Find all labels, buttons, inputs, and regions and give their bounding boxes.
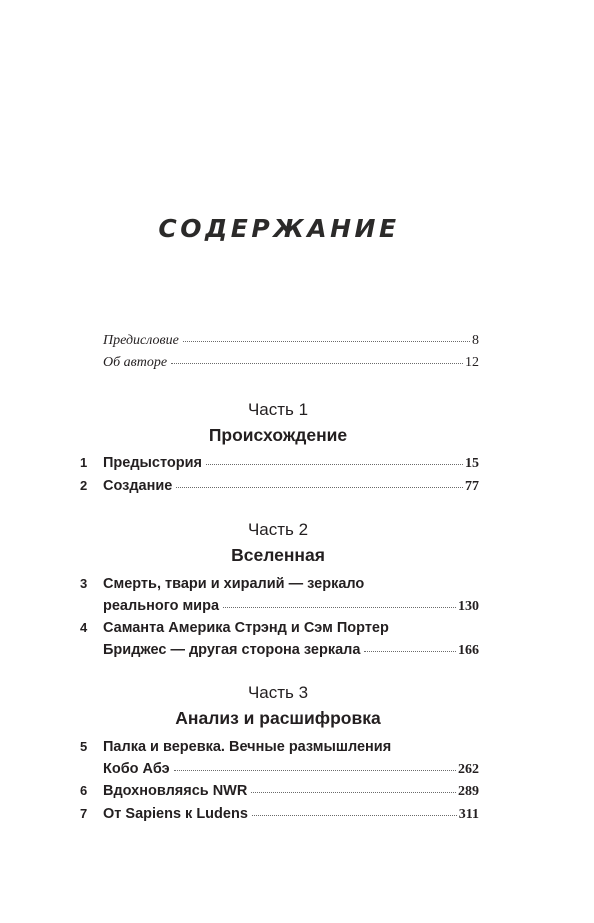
chapter-number: 7 (80, 805, 88, 821)
part-name: Анализ и расшифровка (175, 708, 381, 728)
toc-entry-preface[interactable] (103, 333, 479, 355)
part-name: Происхождение (208, 425, 348, 445)
chapter-title-line: реального мира (103, 597, 220, 614)
chapter-title-line: Создание (103, 477, 173, 494)
chapter-title-line: Бриджес — другая сторона зеркала (103, 641, 361, 658)
chapter-title-line: Смерть, твари и хиралий — зеркало (103, 576, 365, 592)
toc-chapter-2[interactable] (80, 475, 479, 498)
part-heading-3 (0, 681, 556, 731)
part-heading-2 (0, 518, 556, 568)
chapter-title-line: Кобо Абэ (103, 760, 170, 777)
chapter-page: 262 (458, 761, 479, 777)
page-title: СОДЕРЖАНИЕ (158, 214, 400, 243)
toc-chapter-6[interactable] (80, 780, 479, 803)
toc-chapter-3[interactable] (80, 573, 479, 617)
chapter-list-part-1 (80, 452, 479, 497)
chapter-page: 166 (458, 642, 479, 658)
chapter-number: 2 (80, 477, 88, 493)
chapter-page: 15 (465, 456, 479, 471)
chapter-title-line: Предыстория (103, 455, 202, 471)
dot-leader (183, 341, 470, 342)
toc-chapter-7[interactable] (80, 803, 479, 826)
dot-leader (364, 651, 456, 652)
toc-entry-page: 12 (465, 355, 479, 370)
part-label: Часть 3 (247, 683, 309, 702)
dot-leader (171, 363, 463, 364)
dot-leader (206, 464, 463, 465)
chapter-number: 4 (80, 620, 88, 635)
part-label: Часть 2 (247, 520, 309, 539)
chapter-title-line: От Sapiens к Ludens (103, 805, 248, 822)
chapter-page: 311 (458, 806, 479, 822)
dot-leader (174, 770, 456, 771)
chapter-number: 1 (80, 455, 88, 470)
chapter-number: 3 (80, 576, 88, 591)
front-matter-list (103, 333, 479, 377)
chapter-list-part-2 (80, 573, 479, 661)
chapter-number: 6 (80, 783, 88, 798)
toc-entry-about-author[interactable] (103, 355, 479, 377)
part-name: Вселенная (231, 545, 325, 565)
toc-chapter-5[interactable] (80, 736, 479, 780)
dot-leader (251, 792, 456, 793)
toc-entry-title: Об авторе (103, 355, 168, 370)
toc-chapter-4[interactable] (80, 617, 479, 661)
chapter-number: 5 (80, 739, 88, 754)
dot-leader (252, 815, 457, 816)
chapter-page: 289 (458, 784, 479, 799)
chapter-title-line: Саманта Америка Стрэнд и Сэм Портер (103, 620, 389, 636)
toc-entry-page: 8 (472, 333, 479, 348)
chapter-page: 130 (458, 598, 479, 614)
dot-leader (176, 487, 463, 488)
chapter-title-line: Вдохновляясь NWR (103, 783, 248, 799)
part-label: Часть 1 (247, 400, 309, 419)
part-heading-1 (0, 398, 556, 448)
chapter-list-part-3 (80, 736, 479, 825)
chapter-page: 77 (465, 478, 479, 494)
toc-chapter-1[interactable] (80, 452, 479, 475)
dot-leader (223, 607, 456, 608)
chapter-title-line: Палка и веревка. Вечные размышления (103, 739, 392, 755)
toc-entry-title: Предисловие (103, 333, 179, 348)
